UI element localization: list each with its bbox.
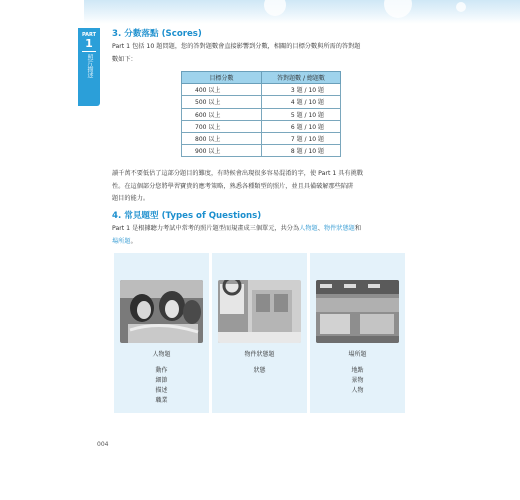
type-object-highlight: 物件狀態題 [323,225,355,232]
type-label-place: 場所題 [348,351,367,358]
correct-count-cell: 8 題 / 10 題 [262,145,341,157]
correct-count-cell: 4 題 / 10 題 [262,96,341,108]
type-person-highlight: 人物題 [299,225,318,232]
type-place-highlight: 場所題 [112,237,131,245]
target-score-cell: 800 以上 [182,132,262,144]
target-score-cell: 600 以上 [182,108,262,120]
question-types-panel [114,253,404,413]
part-number: 1 [85,37,93,50]
section-3-line-2: 數如下： [112,55,137,63]
section-3-text [112,41,402,66]
table-row [182,132,341,144]
section-4-conjunction: 和 [354,225,362,232]
section-4-line-2 [112,236,402,249]
part-title: 照片描述 [86,54,93,78]
place-photo [316,280,399,343]
correct-count-cell: 7 題 / 10 題 [262,132,341,144]
table-row [182,84,341,96]
part-label: PART [81,32,97,38]
table-row [182,96,341,108]
type-items-object [212,366,307,376]
target-score-cell: 400 以上 [182,84,262,96]
section-4-separator: 、 [317,225,324,232]
list-item: 細節 [155,377,168,384]
table-row [182,145,341,157]
section-4-intro-text: Part 1 是根據聽力考試中常考的照片題型而規畫成三個單元，共分為 [112,225,300,232]
advice-line-2: 性。在這個部分您將學習寶貴的應考策略，熟悉各種類型的照片，並且具備破解那些陷阱 [112,182,354,190]
object-state-photo [218,280,301,343]
list-item: 職業 [155,397,168,404]
score-table [181,71,341,157]
target-score-cell: 500 以上 [182,96,262,108]
list-item: 描述 [155,387,168,394]
section-3-heading: 3. 分數落點 (Scores) [112,29,202,39]
target-score-cell: 900 以上 [182,145,262,157]
section-4-line-1 [112,223,402,236]
advice-paragraph [112,168,402,206]
correct-count-cell: 6 題 / 10 題 [262,120,341,132]
tab-divider [82,51,96,52]
section-4-heading: 4. 常見題型 (Types of Questions) [112,211,262,221]
type-column-person [114,253,209,413]
advice-line-1: 讀千萬不要低估了這部分題目的難度，有時候會出現很多容易混淆的字，使 Part 1 具有挑戰 [112,170,363,177]
target-score-cell: 700 以上 [182,120,262,132]
list-item: 地點 [351,367,364,374]
type-items-person [114,366,209,406]
advice-line-3: 題目的能力。 [112,195,150,202]
people-photo [120,280,203,343]
type-label-object: 物件狀態題 [244,351,275,358]
correct-count-cell: 3 題 / 10 題 [262,84,341,96]
type-label-person: 人物題 [152,351,171,358]
correct-count-cell: 5 題 / 10 題 [262,108,341,120]
type-column-place [310,253,405,413]
type-column-object [212,253,307,413]
part-side-tab [78,28,100,106]
header-decoration [84,0,520,24]
list-item: 人物 [351,387,364,394]
section-4-period: 。 [130,237,137,245]
score-table-header-correct: 答對題數 / 總題數 [262,72,341,84]
score-table-header-target: 目標分數 [182,72,262,84]
type-items-place [310,366,405,396]
section-4-text [112,223,402,248]
list-item: 動作 [155,367,168,374]
table-row [182,108,341,120]
list-item: 狀態 [253,367,266,374]
list-item: 景物 [351,377,364,384]
section-3-line-1: Part 1 包括 10 題問題，您的答對題數會直接影響到分數，相關的目標分數與所需的答對題 [112,43,361,50]
page-number: 004 [97,441,109,448]
table-row [182,120,341,132]
